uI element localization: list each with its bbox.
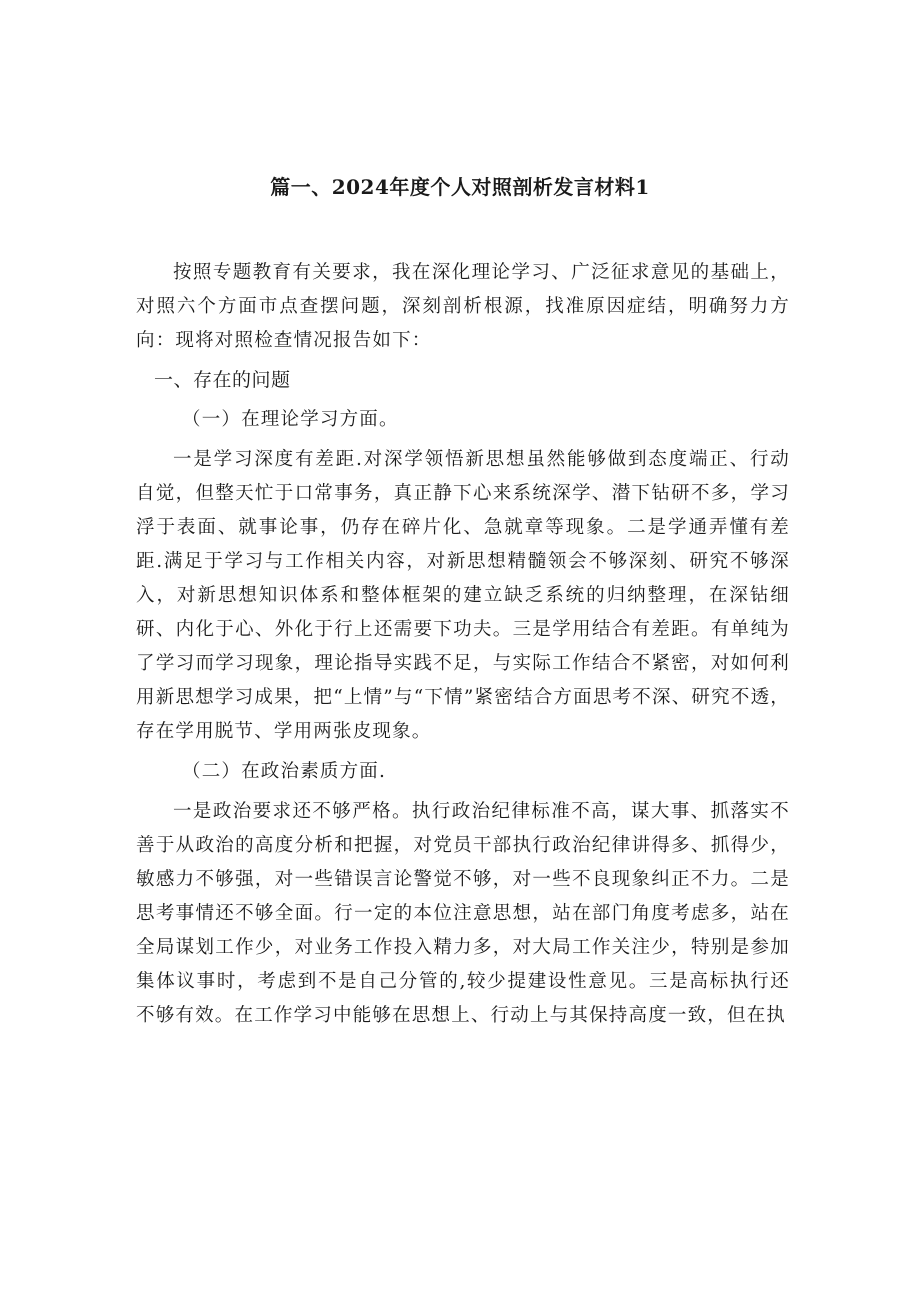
intro-paragraph: 按照专题教育有关要求，我在深化理论学习、广泛征求意见的基础上，对照六个方面市点查摆问题，深刻剖析根源，找准原因症结，明确努力方向：现将对照检查情况报告如下：: [136, 262, 790, 351]
subsection-body-political-quality: 一是政治要求还不够严格。执行政治纪律标准不高，谋大事、抓落实不善于从政治的高度分析和把握，对党员干部执行政治纪律讲得多、抓得少，敏感力不够强，对一些错误言论警觉不够，对一些不良现象纠正不力。二是思考事情还不够全面。行一定的本位注意思想，站在部门角度考虑多，站在全局谋划工作少，对业务工作投入精力多，对大局工作关注少，特别是参加集体议事时，考虑到不是自己分管的,较少提建设性意见。三是高标执行还不够有效。在工作学习中能够在思想上、行动上与其保持高度一致，但在执: [136, 801, 790, 1026]
section-heading-problems: 一、存在的问题: [154, 369, 291, 391]
document-body: [136, 256, 790, 1033]
subsection-heading-political-quality: （二）在政治素质方面.: [182, 761, 387, 782]
subsection-body-theory-study: 一是学习深度有差距.对深学领悟新思想虽然能够做到态度端正、行动自觉，但整天忙于口常事务，真正静下心来系统深学、潜下钻研不多，学习浮于表面、就事论事，仍存在碎片化、急就章等现象。二是学通弄懂有差距.满足于学习与工作相关内容，对新思想精髓领会不够深刻、研究不够深入，对新思想知识体系和整体框架的建立缺乏系统的归纳整理，在深钻细研、内化于心、外化于行上还需要下功夫。三是学用结合有差距。有单纯为了学习而学习现象，理论指导实践不足，与实际工作结合不紧密，对如何利用新思想学习成果，把“上情”与“下情”紧密结合方面思考不深、研究不透，存在学用脱节、学用两张皮现象。: [136, 449, 790, 742]
document-title: 篇一、2024年度个人对照剖析发言材料1: [270, 175, 650, 200]
subsection-heading-theory-study: （一）在理论学习方面。: [182, 409, 399, 430]
